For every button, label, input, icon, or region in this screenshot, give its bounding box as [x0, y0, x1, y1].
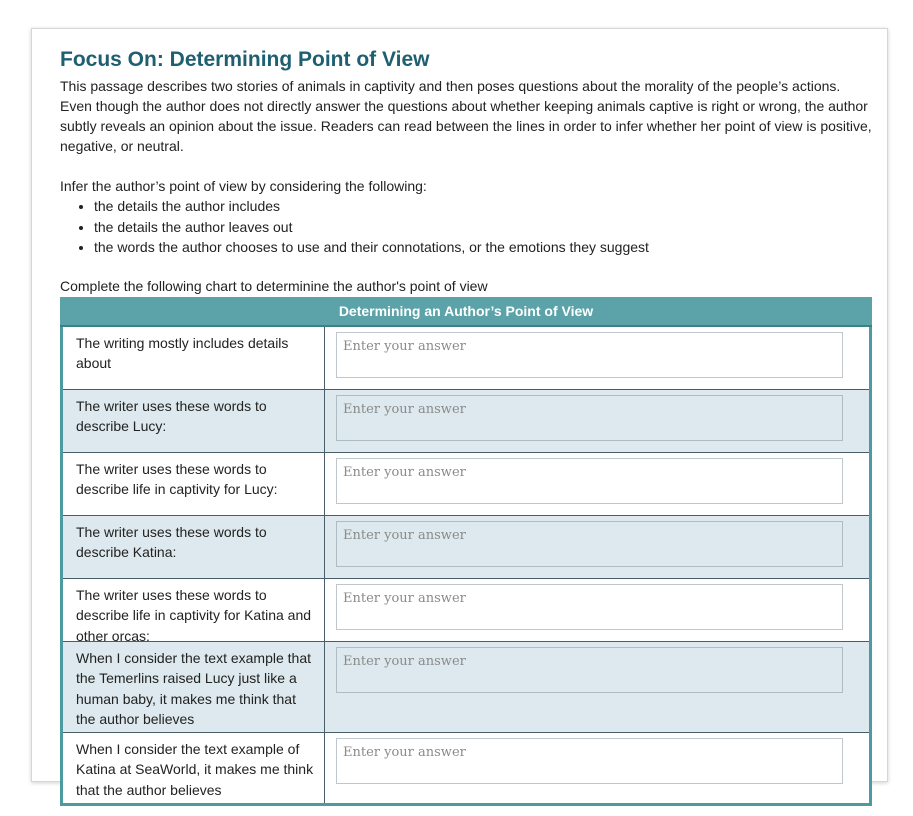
table-header: Determining an Author’s Point of View [60, 297, 872, 327]
row-label: The writer uses these words to describe Katina: [63, 516, 325, 578]
list-item: • the words the author chooses to use and their connotations, or the emotions they suggest [94, 237, 872, 258]
consideration-list [60, 196, 872, 258]
table-row [63, 327, 869, 389]
table-row [63, 515, 869, 578]
answer-field-katina-captivity[interactable] [336, 584, 843, 630]
activity-card [31, 28, 888, 798]
infer-lead-text: Infer the author’s point of view by considering the following: [60, 178, 427, 194]
answer-field-katina-belief[interactable] [336, 738, 843, 784]
answer-field-details[interactable] [336, 332, 843, 378]
row-label: When I consider the text example that the Temerlins raised Lucy just like a human baby, it makes me think that the author believes [63, 642, 325, 732]
intro-paragraph: This passage describes two stories of animals in captivity and then poses questions about the morality of the people’s actions. Even though the author does not directly answer the questions about whether keeping animals captive is right or wrong, the author subtly reveals an opinion about the issue. Readers can read between the lines in order to infer whether her point of view is positive, negative, or neutral. [60, 78, 872, 154]
answer-field-katina-words[interactable] [336, 521, 843, 567]
answer-field-lucy-belief[interactable] [336, 647, 843, 693]
answer-field-lucy-captivity[interactable] [336, 458, 843, 504]
table-row [63, 452, 869, 515]
table-row [63, 578, 869, 644]
answer-field-lucy-words[interactable] [336, 395, 843, 441]
section-title: Focus On: Determining Point of View [60, 48, 430, 71]
table-row [63, 389, 869, 452]
row-label: When I consider the text example of Katina at SeaWorld, it makes me think that the author believes [63, 733, 325, 803]
row-label: The writer uses these words to describe life in captivity for Lucy: [63, 453, 325, 515]
point-of-view-table [60, 297, 872, 806]
table-row [63, 641, 869, 732]
chart-prompt: Complete the following chart to determinine the author's point of view [60, 277, 488, 294]
table-row [63, 732, 869, 803]
list-item: • the details the author leaves out [94, 217, 872, 238]
list-item: • the details the author includes [94, 196, 872, 217]
row-label: The writing mostly includes details about [63, 327, 325, 389]
activity-content [60, 47, 872, 806]
row-label: The writer uses these words to describe Lucy: [63, 390, 325, 452]
row-label: The writer uses these words to describe life in captivity for Katina and other orcas: [63, 579, 325, 641]
